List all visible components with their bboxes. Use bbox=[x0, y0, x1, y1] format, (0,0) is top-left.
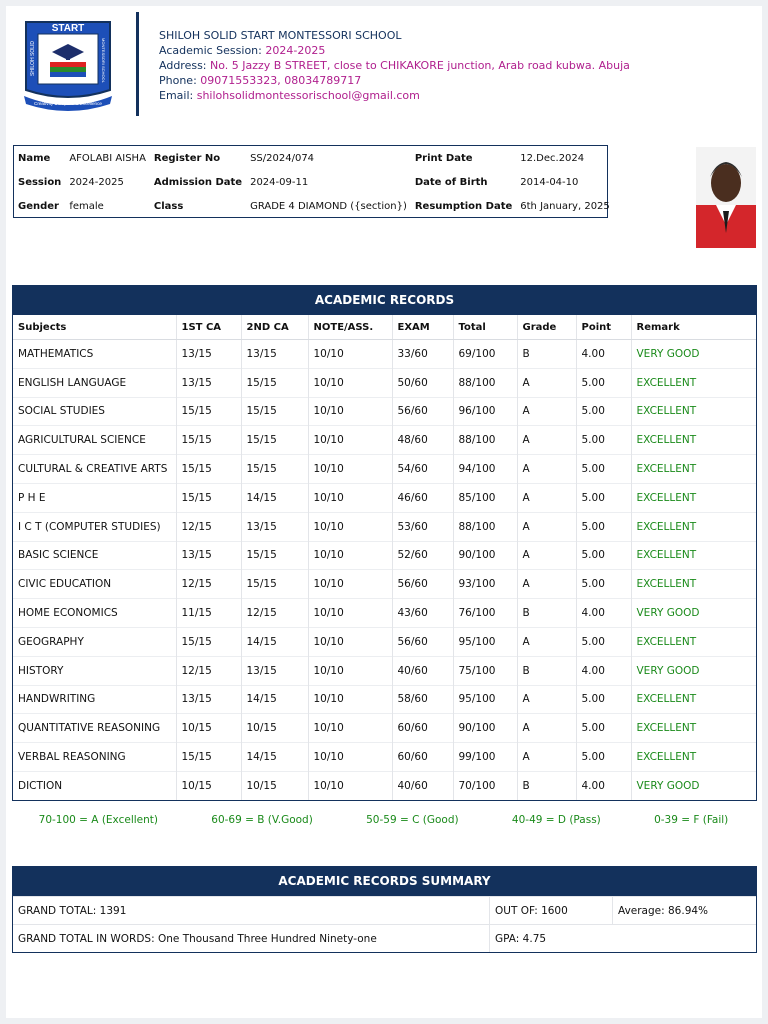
remark: EXCELLENT bbox=[631, 570, 756, 599]
column-header: Remark bbox=[631, 315, 756, 340]
score-cell: 5.00 bbox=[576, 627, 631, 656]
score-cell: 15/15 bbox=[241, 455, 308, 484]
score-cell: 10/10 bbox=[308, 512, 392, 541]
score-cell: 52/60 bbox=[392, 541, 453, 570]
score-cell: 99/100 bbox=[453, 743, 517, 772]
score-cell: 4.00 bbox=[576, 340, 631, 369]
summary-table bbox=[13, 896, 756, 952]
subject-name: SOCIAL STUDIES bbox=[13, 397, 176, 426]
info-label: Print Date bbox=[414, 152, 473, 164]
grade-scale-item: 40-49 = D (Pass) bbox=[511, 814, 601, 826]
score-cell: 10/10 bbox=[308, 685, 392, 714]
score-cell: A bbox=[517, 426, 576, 455]
gpa: GPA: 4.75 bbox=[490, 925, 757, 953]
score-cell: 94/100 bbox=[453, 455, 517, 484]
info-value: AFOLABI AISHA bbox=[69, 152, 146, 164]
column-header: Subjects bbox=[13, 315, 176, 340]
info-value: 12.Dec.2024 bbox=[520, 152, 585, 164]
grade-scale bbox=[12, 814, 755, 826]
score-cell: 5.00 bbox=[576, 397, 631, 426]
header-divider bbox=[136, 12, 139, 116]
score-cell: B bbox=[517, 340, 576, 369]
score-cell: 85/100 bbox=[453, 483, 517, 512]
score-cell: 5.00 bbox=[576, 570, 631, 599]
remark: VERY GOOD bbox=[631, 771, 756, 799]
score-cell: 75/100 bbox=[453, 656, 517, 685]
score-cell: 10/10 bbox=[308, 570, 392, 599]
subject-row bbox=[13, 340, 756, 369]
score-cell: 48/60 bbox=[392, 426, 453, 455]
remark: EXCELLENT bbox=[631, 714, 756, 743]
score-cell: A bbox=[517, 397, 576, 426]
subject-name: ENGLISH LANGUAGE bbox=[13, 368, 176, 397]
logo-motto: Creativity Discipline & Excellence bbox=[34, 101, 102, 106]
subject-row bbox=[13, 368, 756, 397]
grand-total: GRAND TOTAL: 1391 bbox=[13, 897, 490, 925]
subject-row bbox=[13, 656, 756, 685]
column-header: Point bbox=[576, 315, 631, 340]
subject-row bbox=[13, 483, 756, 512]
score-cell: 10/10 bbox=[308, 541, 392, 570]
column-header: Grade bbox=[517, 315, 576, 340]
academic-records-title: ACADEMIC RECORDS bbox=[13, 286, 756, 315]
subject-row bbox=[13, 426, 756, 455]
score-cell: 15/15 bbox=[176, 483, 241, 512]
column-header: EXAM bbox=[392, 315, 453, 340]
subject-name: QUANTITATIVE REASONING bbox=[13, 714, 176, 743]
score-cell: 10/10 bbox=[308, 340, 392, 369]
records-summary bbox=[12, 866, 757, 953]
grand-total-words: GRAND TOTAL IN WORDS: One Thousand Three Hundred Ninety-one bbox=[13, 925, 490, 953]
score-cell: 13/15 bbox=[176, 340, 241, 369]
score-cell: 96/100 bbox=[453, 397, 517, 426]
remark: EXCELLENT bbox=[631, 455, 756, 484]
score-cell: 14/15 bbox=[241, 743, 308, 772]
score-cell: 10/15 bbox=[176, 771, 241, 799]
info-label: Class bbox=[153, 200, 184, 212]
info-value: GRADE 4 DIAMOND ({section}) bbox=[250, 200, 407, 212]
score-cell: 93/100 bbox=[453, 570, 517, 599]
remark: EXCELLENT bbox=[631, 426, 756, 455]
subject-row bbox=[13, 570, 756, 599]
score-cell: 5.00 bbox=[576, 743, 631, 772]
subject-name: HANDWRITING bbox=[13, 685, 176, 714]
score-cell: 15/15 bbox=[241, 541, 308, 570]
subject-row bbox=[13, 714, 756, 743]
subject-name: MATHEMATICS bbox=[13, 340, 176, 369]
score-cell: 76/100 bbox=[453, 599, 517, 628]
score-cell: A bbox=[517, 512, 576, 541]
score-cell: 5.00 bbox=[576, 455, 631, 484]
score-cell: 12/15 bbox=[176, 656, 241, 685]
score-cell: A bbox=[517, 743, 576, 772]
grade-scale-item: 60-69 = B (V.Good) bbox=[211, 814, 313, 826]
score-cell: 15/15 bbox=[176, 743, 241, 772]
score-cell: 14/15 bbox=[241, 627, 308, 656]
remark: EXCELLENT bbox=[631, 541, 756, 570]
subject-name: VERBAL REASONING bbox=[13, 743, 176, 772]
info-row bbox=[14, 170, 614, 194]
score-cell: 15/15 bbox=[241, 397, 308, 426]
score-cell: A bbox=[517, 368, 576, 397]
score-cell: 5.00 bbox=[576, 685, 631, 714]
score-cell: 13/15 bbox=[241, 340, 308, 369]
score-cell: A bbox=[517, 455, 576, 484]
score-cell: 10/10 bbox=[308, 397, 392, 426]
score-cell: 10/10 bbox=[308, 743, 392, 772]
score-cell: 12/15 bbox=[241, 599, 308, 628]
score-cell: 15/15 bbox=[176, 397, 241, 426]
score-cell: 5.00 bbox=[576, 512, 631, 541]
score-cell: A bbox=[517, 570, 576, 599]
score-cell: 10/10 bbox=[308, 599, 392, 628]
score-cell: 12/15 bbox=[176, 512, 241, 541]
remark: EXCELLENT bbox=[631, 397, 756, 426]
score-cell: 46/60 bbox=[392, 483, 453, 512]
score-cell: 10/10 bbox=[308, 426, 392, 455]
score-cell: A bbox=[517, 483, 576, 512]
score-cell: 12/15 bbox=[176, 570, 241, 599]
remark: EXCELLENT bbox=[631, 627, 756, 656]
score-cell: 88/100 bbox=[453, 368, 517, 397]
remark: VERY GOOD bbox=[631, 599, 756, 628]
info-value: 2014-04-10 bbox=[520, 176, 579, 188]
school-info bbox=[159, 28, 630, 103]
score-cell: 10/10 bbox=[308, 627, 392, 656]
score-cell: 50/60 bbox=[392, 368, 453, 397]
score-cell: A bbox=[517, 685, 576, 714]
score-cell: A bbox=[517, 541, 576, 570]
column-header: NOTE/ASS. bbox=[308, 315, 392, 340]
score-cell: 13/15 bbox=[241, 512, 308, 541]
score-cell: 4.00 bbox=[576, 771, 631, 799]
column-header: 2ND CA bbox=[241, 315, 308, 340]
score-cell: 90/100 bbox=[453, 541, 517, 570]
score-cell: 10/10 bbox=[308, 455, 392, 484]
subject-row bbox=[13, 397, 756, 426]
score-cell: 10/10 bbox=[308, 771, 392, 799]
remark: EXCELLENT bbox=[631, 743, 756, 772]
info-label: Register No bbox=[153, 152, 221, 164]
score-cell: 56/60 bbox=[392, 397, 453, 426]
score-cell: 40/60 bbox=[392, 771, 453, 799]
score-cell: 15/15 bbox=[241, 426, 308, 455]
subject-row bbox=[13, 685, 756, 714]
subject-name: DICTION bbox=[13, 771, 176, 799]
subject-row bbox=[13, 771, 756, 799]
remark: EXCELLENT bbox=[631, 685, 756, 714]
score-cell: 10/15 bbox=[176, 714, 241, 743]
logo-side-right: MONTESSORI SCHOOL bbox=[101, 38, 106, 83]
score-cell: 10/15 bbox=[241, 771, 308, 799]
score-cell: B bbox=[517, 656, 576, 685]
info-label: Gender bbox=[18, 200, 59, 212]
out-of: OUT OF: 1600 bbox=[490, 897, 613, 925]
score-cell: 10/15 bbox=[241, 714, 308, 743]
subject-row bbox=[13, 627, 756, 656]
score-cell: 5.00 bbox=[576, 541, 631, 570]
info-label: Resumption Date bbox=[414, 200, 513, 212]
school-session: Academic Session: 2024-2025 bbox=[159, 44, 326, 57]
academic-records bbox=[12, 285, 757, 801]
subject-row bbox=[13, 743, 756, 772]
subject-name: CIVIC EDUCATION bbox=[13, 570, 176, 599]
score-cell: 10/10 bbox=[308, 368, 392, 397]
score-cell: 88/100 bbox=[453, 426, 517, 455]
remark: VERY GOOD bbox=[631, 656, 756, 685]
score-cell: 43/60 bbox=[392, 599, 453, 628]
score-cell: 88/100 bbox=[453, 512, 517, 541]
summary-title: ACADEMIC RECORDS SUMMARY bbox=[13, 867, 756, 896]
academic-records-table bbox=[13, 315, 756, 800]
score-cell: 95/100 bbox=[453, 685, 517, 714]
subject-name: P H E bbox=[13, 483, 176, 512]
subject-name: CULTURAL & CREATIVE ARTS bbox=[13, 455, 176, 484]
score-cell: 5.00 bbox=[576, 426, 631, 455]
subject-row bbox=[13, 599, 756, 628]
school-name: SHILOH SOLID START MONTESSORI SCHOOL bbox=[159, 29, 402, 42]
subject-name: BASIC SCIENCE bbox=[13, 541, 176, 570]
score-cell: 13/15 bbox=[176, 541, 241, 570]
score-cell: 53/60 bbox=[392, 512, 453, 541]
score-cell: 4.00 bbox=[576, 656, 631, 685]
score-cell: 40/60 bbox=[392, 656, 453, 685]
score-cell: 5.00 bbox=[576, 714, 631, 743]
score-cell: 14/15 bbox=[241, 483, 308, 512]
info-row bbox=[14, 194, 614, 218]
info-label: Admission Date bbox=[153, 176, 243, 188]
score-cell: 60/60 bbox=[392, 743, 453, 772]
score-cell: 15/15 bbox=[241, 368, 308, 397]
average: Average: 86.94% bbox=[613, 897, 757, 925]
score-cell: 10/10 bbox=[308, 656, 392, 685]
subject-name: HISTORY bbox=[13, 656, 176, 685]
logo-side-left: SHILOH SOLID bbox=[30, 40, 36, 76]
student-photo bbox=[696, 147, 756, 248]
info-value: female bbox=[69, 200, 104, 212]
score-cell: 95/100 bbox=[453, 627, 517, 656]
score-cell: 11/15 bbox=[176, 599, 241, 628]
score-cell: A bbox=[517, 627, 576, 656]
subject-name: I C T (COMPUTER STUDIES) bbox=[13, 512, 176, 541]
info-label: Date of Birth bbox=[414, 176, 488, 188]
score-cell: 15/15 bbox=[176, 426, 241, 455]
report-card bbox=[6, 6, 762, 1018]
logo-title: START bbox=[51, 23, 85, 34]
score-cell: 4.00 bbox=[576, 599, 631, 628]
score-cell: 15/15 bbox=[176, 455, 241, 484]
subject-row bbox=[13, 541, 756, 570]
score-cell: A bbox=[517, 714, 576, 743]
score-cell: 15/15 bbox=[241, 570, 308, 599]
score-cell: 33/60 bbox=[392, 340, 453, 369]
info-row bbox=[14, 146, 614, 170]
school-logo bbox=[16, 18, 120, 112]
score-cell: 13/15 bbox=[241, 656, 308, 685]
student-info-box bbox=[13, 145, 608, 218]
remark: VERY GOOD bbox=[631, 340, 756, 369]
info-label: Session bbox=[18, 176, 62, 188]
score-cell: 54/60 bbox=[392, 455, 453, 484]
score-cell: 70/100 bbox=[453, 771, 517, 799]
subject-name: HOME ECONOMICS bbox=[13, 599, 176, 628]
score-cell: 10/10 bbox=[308, 483, 392, 512]
score-cell: 56/60 bbox=[392, 570, 453, 599]
school-address: Address: No. 5 Jazzy B STREET, close to CHIKAKORE junction, Arab road kubwa. Abuja bbox=[159, 59, 630, 72]
score-cell: 10/10 bbox=[308, 714, 392, 743]
subject-row bbox=[13, 512, 756, 541]
score-cell: 5.00 bbox=[576, 368, 631, 397]
column-header: 1ST CA bbox=[176, 315, 241, 340]
info-value: 2024-09-11 bbox=[250, 176, 309, 188]
score-cell: B bbox=[517, 771, 576, 799]
info-value: 6th January, 2025 bbox=[520, 200, 610, 212]
score-cell: 58/60 bbox=[392, 685, 453, 714]
score-cell: 13/15 bbox=[176, 368, 241, 397]
score-cell: 90/100 bbox=[453, 714, 517, 743]
column-header: Total bbox=[453, 315, 517, 340]
grade-scale-item: 50-59 = C (Good) bbox=[366, 814, 459, 826]
remark: EXCELLENT bbox=[631, 368, 756, 397]
remark: EXCELLENT bbox=[631, 512, 756, 541]
score-cell: 15/15 bbox=[176, 627, 241, 656]
score-cell: B bbox=[517, 599, 576, 628]
score-cell: 14/15 bbox=[241, 685, 308, 714]
info-value: SS/2024/074 bbox=[250, 152, 315, 164]
student-info-table bbox=[14, 146, 614, 218]
remark: EXCELLENT bbox=[631, 483, 756, 512]
grade-scale-item: 0-39 = F (Fail) bbox=[654, 814, 729, 826]
school-phone: Phone: 09071553323, 08034789717 bbox=[159, 74, 362, 87]
score-cell: 60/60 bbox=[392, 714, 453, 743]
score-cell: 5.00 bbox=[576, 483, 631, 512]
subject-name: GEOGRAPHY bbox=[13, 627, 176, 656]
score-cell: 69/100 bbox=[453, 340, 517, 369]
info-value: 2024-2025 bbox=[69, 176, 124, 188]
score-cell: 56/60 bbox=[392, 627, 453, 656]
subject-row bbox=[13, 455, 756, 484]
grade-scale-item: 70-100 = A (Excellent) bbox=[38, 814, 158, 826]
school-email: Email: shilohsolidmontessorischool@gmail.com bbox=[159, 89, 420, 102]
subject-name: AGRICULTURAL SCIENCE bbox=[13, 426, 176, 455]
info-label: Name bbox=[18, 152, 51, 164]
score-cell: 13/15 bbox=[176, 685, 241, 714]
